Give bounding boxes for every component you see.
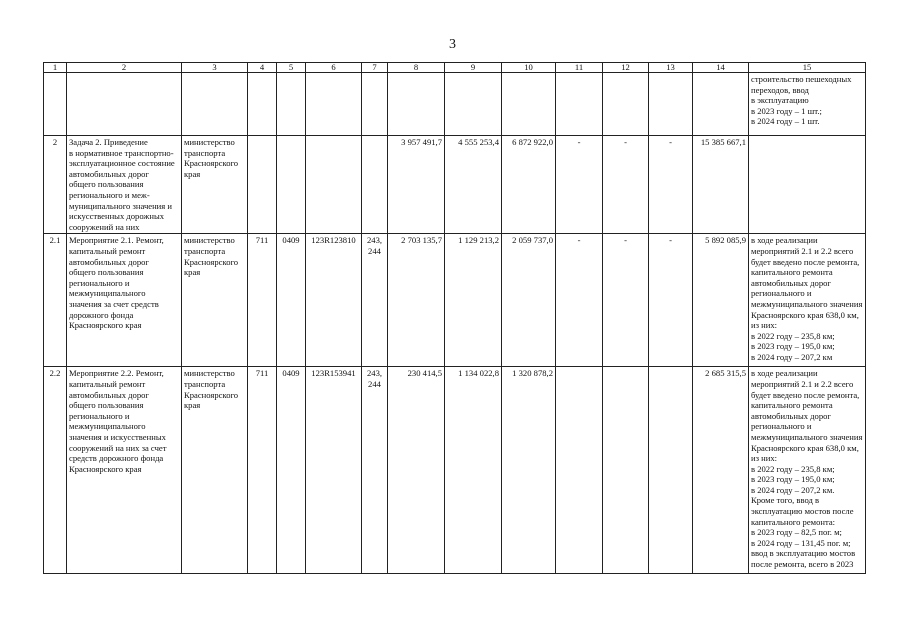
expected-result [749, 136, 866, 234]
column-header: 8 [388, 63, 445, 73]
grbs-code: 711 [248, 234, 277, 367]
column-header: 3 [182, 63, 248, 73]
col-11-value [556, 73, 603, 136]
row-number [44, 73, 67, 136]
amount-2023: 1 129 213,2 [445, 234, 502, 367]
target-code [306, 136, 362, 234]
amount-2022: 230 414,5 [388, 367, 445, 574]
col-11-value: - [556, 234, 603, 367]
grbs-code [248, 73, 277, 136]
target-code: 123R153941 [306, 367, 362, 574]
column-header: 13 [649, 63, 693, 73]
program-table [43, 62, 866, 574]
col-13-value: - [649, 136, 693, 234]
col-12-value: - [603, 234, 649, 367]
column-header: 9 [445, 63, 502, 73]
column-header: 10 [502, 63, 556, 73]
col-11-value: - [556, 136, 603, 234]
column-header: 1 [44, 63, 67, 73]
amount-2022: 3 957 491,7 [388, 136, 445, 234]
col-11-value [556, 367, 603, 574]
total-amount [693, 73, 749, 136]
column-header: 14 [693, 63, 749, 73]
item-name: Задача 2. Приведение в нормативное транспортно- эксплуатационное состояние автомобильных дорог общего пользования регионального и меж- муниципального значения и искусственных дорожных сооружений на них [67, 136, 182, 234]
table-row [44, 73, 866, 136]
column-header: 11 [556, 63, 603, 73]
table-row [44, 136, 866, 234]
item-name: Мероприятие 2.1. Ремонт, капитальный ремонт автомобильных дорог общего пользования регионального и межмуниципального значения за счет средств дорожного фонда Красноярского края [67, 234, 182, 367]
amount-2023 [445, 73, 502, 136]
grbs-code [248, 136, 277, 234]
row-number: 2 [44, 136, 67, 234]
col-12-value [603, 73, 649, 136]
amount-2024: 2 059 737,0 [502, 234, 556, 367]
amount-2024: 1 320 878,2 [502, 367, 556, 574]
table-row [44, 234, 866, 367]
col-13-value [649, 367, 693, 574]
total-amount: 5 892 085,9 [693, 234, 749, 367]
column-number-row [44, 63, 866, 73]
column-header: 15 [749, 63, 866, 73]
col-12-value [603, 367, 649, 574]
section-code [277, 136, 306, 234]
section-code: 0409 [277, 234, 306, 367]
column-header: 6 [306, 63, 362, 73]
amount-2023: 4 555 253,4 [445, 136, 502, 234]
responsible-body: министерство транспорта Красноярского края [182, 136, 248, 234]
col-12-value: - [603, 136, 649, 234]
responsible-body: министерство транспорта Красноярского края [182, 234, 248, 367]
column-header: 12 [603, 63, 649, 73]
expense-type: 243, 244 [362, 367, 388, 574]
item-name: Мероприятие 2.2. Ремонт, капитальный ремонт автомобильных дорог общего пользования регионального и межмуниципального значения и искусственных сооружений на них за счет средств дорожного фонда Красноярского края [67, 367, 182, 574]
item-name [67, 73, 182, 136]
expense-type: 243, 244 [362, 234, 388, 367]
page-number: 3 [449, 37, 456, 52]
amount-2023: 1 134 022,8 [445, 367, 502, 574]
target-code [306, 73, 362, 136]
row-number: 2.2 [44, 367, 67, 574]
column-header: 2 [67, 63, 182, 73]
table-row [44, 367, 866, 574]
column-header: 5 [277, 63, 306, 73]
column-header: 7 [362, 63, 388, 73]
expense-type [362, 73, 388, 136]
amount-2022 [388, 73, 445, 136]
target-code: 123R123810 [306, 234, 362, 367]
responsible-body [182, 73, 248, 136]
grbs-code: 711 [248, 367, 277, 574]
col-13-value: - [649, 234, 693, 367]
amount-2024 [502, 73, 556, 136]
expense-type [362, 136, 388, 234]
total-amount: 15 385 667,1 [693, 136, 749, 234]
amount-2022: 2 703 135,7 [388, 234, 445, 367]
row-number: 2.1 [44, 234, 67, 367]
section-code [277, 73, 306, 136]
amount-2024: 6 872 922,0 [502, 136, 556, 234]
column-header: 4 [248, 63, 277, 73]
expected-result: в ходе реализации мероприятий 2.1 и 2.2 всего будет введено после ремонта, капитального ремонта автомобильных дорог регионального и межмуниципального значения Красноярского края 638,0 км, из них: в 2022 году – 235,8 км; в 2023 году – 195,0 км; в 2024 году – 207,2 км [749, 234, 866, 367]
responsible-body: министерство транспорта Красноярского края [182, 367, 248, 574]
total-amount: 2 685 315,5 [693, 367, 749, 574]
expected-result: строительство пешеходных переходов, ввод в эксплуатацию в 2023 году – 1 шт.; в 2024 году – 1 шт. [749, 73, 866, 136]
expected-result: в ходе реализации мероприятий 2.1 и 2.2 всего будет введено после ремонта, капитального ремонта автомобильных дорог регионального и межмуниципального значения Красноярского края 638,0 км, из них: в 2022 году – 235,8 км; в 2023 году – 195,0 км; в 2024 году – 207,2 км. Кроме того, ввод в эксплуатацию мостов после капитального ремонта: в 2023 году – 82,5 пог. м; в 2024 году – 131,45 пог. м; ввод в эксплуатацию мостов после ремонта, всего в 2023 [749, 367, 866, 574]
col-13-value [649, 73, 693, 136]
section-code: 0409 [277, 367, 306, 574]
